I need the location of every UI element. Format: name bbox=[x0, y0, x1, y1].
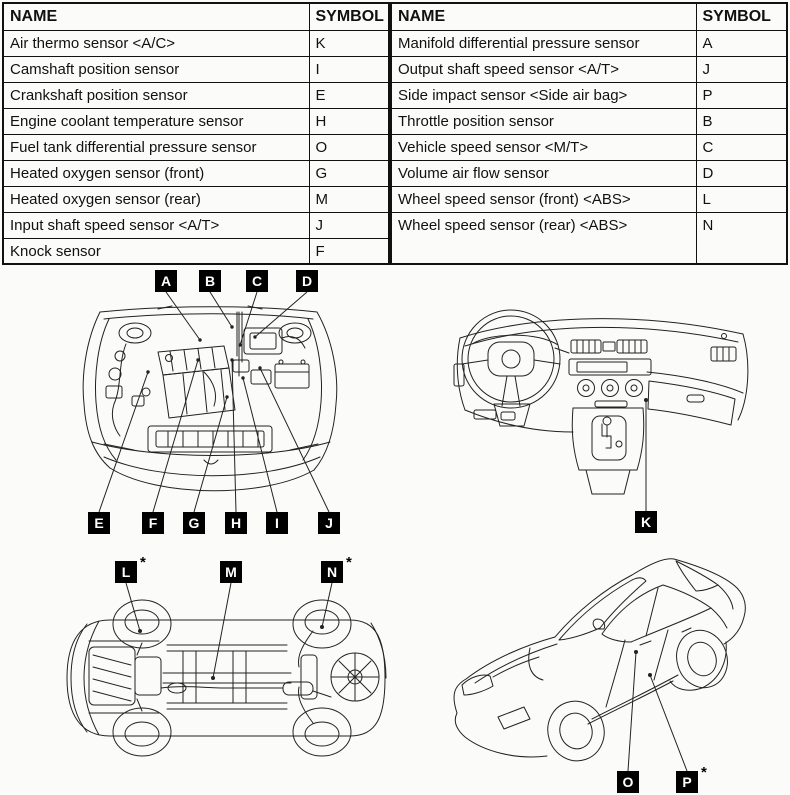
table-cell: Fuel tank differential pressure sensor bbox=[3, 134, 309, 160]
table-cell: N bbox=[696, 212, 787, 264]
table-cell: H bbox=[309, 108, 389, 134]
callout-m: M bbox=[220, 561, 242, 583]
callout-b: B bbox=[199, 270, 221, 292]
table-cell: Heated oxygen sensor (front) bbox=[3, 160, 309, 186]
callout-n: N bbox=[321, 561, 343, 583]
table-cell: B bbox=[696, 108, 787, 134]
table-cell: O bbox=[309, 134, 389, 160]
table-cell: A bbox=[696, 30, 787, 56]
table-cell: Camshaft position sensor bbox=[3, 56, 309, 82]
table-row bbox=[3, 134, 389, 160]
table-cell: Crankshaft position sensor bbox=[3, 82, 309, 108]
table-cell: Manifold differential pressure sensor bbox=[391, 30, 696, 56]
table-row bbox=[391, 30, 787, 56]
callout-d: D bbox=[296, 270, 318, 292]
table-cell: M bbox=[309, 186, 389, 212]
table-cell: I bbox=[309, 56, 389, 82]
engine-bay-diagram bbox=[8, 292, 438, 542]
table-cell: Output shaft speed sensor <A/T> bbox=[391, 56, 696, 82]
callout-a: A bbox=[155, 270, 177, 292]
table-row bbox=[3, 160, 389, 186]
callout-o: O bbox=[617, 771, 639, 793]
callout-g: G bbox=[183, 512, 205, 534]
table-row bbox=[391, 160, 787, 186]
table-cell: Volume air flow sensor bbox=[391, 160, 696, 186]
engine-bay-drawing bbox=[8, 292, 438, 542]
car-side-view-diagram bbox=[435, 545, 790, 795]
table-row bbox=[391, 134, 787, 160]
sensor-table-right bbox=[390, 2, 788, 265]
dashboard-leader-lines bbox=[644, 398, 648, 511]
car-side-view-drawing bbox=[435, 545, 790, 795]
callout-c: C bbox=[246, 270, 268, 292]
table-row bbox=[3, 186, 389, 212]
table-cell: G bbox=[309, 160, 389, 186]
table-cell: Engine coolant temperature sensor bbox=[3, 108, 309, 134]
table-cell: L bbox=[696, 186, 787, 212]
sensor-table-left bbox=[2, 2, 390, 265]
underbody-drawing bbox=[25, 555, 445, 770]
table-row bbox=[391, 212, 787, 264]
table-row bbox=[391, 108, 787, 134]
callout-p: P bbox=[676, 771, 698, 793]
asterisk-n: * bbox=[346, 554, 352, 571]
table-cell: Side impact sensor <Side air bag> bbox=[391, 82, 696, 108]
table-cell: J bbox=[696, 56, 787, 82]
column-header-name: NAME bbox=[391, 3, 696, 30]
table-cell: Heated oxygen sensor (rear) bbox=[3, 186, 309, 212]
table-cell: Vehicle speed sensor <M/T> bbox=[391, 134, 696, 160]
underbody-diagram bbox=[25, 555, 445, 770]
table-row bbox=[391, 56, 787, 82]
table-row bbox=[3, 82, 389, 108]
table-cell: Wheel speed sensor (rear) <ABS> bbox=[391, 212, 696, 264]
asterisk-p: * bbox=[701, 764, 707, 781]
callout-l: L bbox=[115, 561, 137, 583]
table-cell: Air thermo sensor <A/C> bbox=[3, 30, 309, 56]
table-row bbox=[391, 82, 787, 108]
callout-i: I bbox=[266, 512, 288, 534]
column-header-symbol: SYMBOL bbox=[309, 3, 389, 30]
asterisk-l: * bbox=[140, 554, 146, 571]
table-cell: Knock sensor bbox=[3, 238, 309, 264]
table-cell: Throttle position sensor bbox=[391, 108, 696, 134]
column-header-symbol: SYMBOL bbox=[696, 3, 787, 30]
dashboard-drawing bbox=[440, 292, 790, 542]
callout-f: F bbox=[142, 512, 164, 534]
callout-k: K bbox=[635, 511, 657, 533]
callout-h: H bbox=[225, 512, 247, 534]
dashboard-diagram bbox=[440, 292, 790, 542]
table-cell: C bbox=[696, 134, 787, 160]
table-cell: D bbox=[696, 160, 787, 186]
table-row bbox=[3, 238, 389, 264]
column-header-name: NAME bbox=[3, 3, 309, 30]
table-row bbox=[3, 30, 389, 56]
table-row bbox=[3, 212, 389, 238]
callout-j: J bbox=[318, 512, 340, 534]
table-cell: Input shaft speed sensor <A/T> bbox=[3, 212, 309, 238]
table-header-row bbox=[391, 3, 787, 30]
table-cell: P bbox=[696, 82, 787, 108]
table-row bbox=[391, 186, 787, 212]
table-header-row bbox=[3, 3, 389, 30]
table-cell: J bbox=[309, 212, 389, 238]
table-cell: E bbox=[309, 82, 389, 108]
table-cell: F bbox=[309, 238, 389, 264]
callout-e: E bbox=[88, 512, 110, 534]
table-row bbox=[3, 108, 389, 134]
table-row bbox=[3, 56, 389, 82]
table-cell: K bbox=[309, 30, 389, 56]
table-cell: Wheel speed sensor (front) <ABS> bbox=[391, 186, 696, 212]
